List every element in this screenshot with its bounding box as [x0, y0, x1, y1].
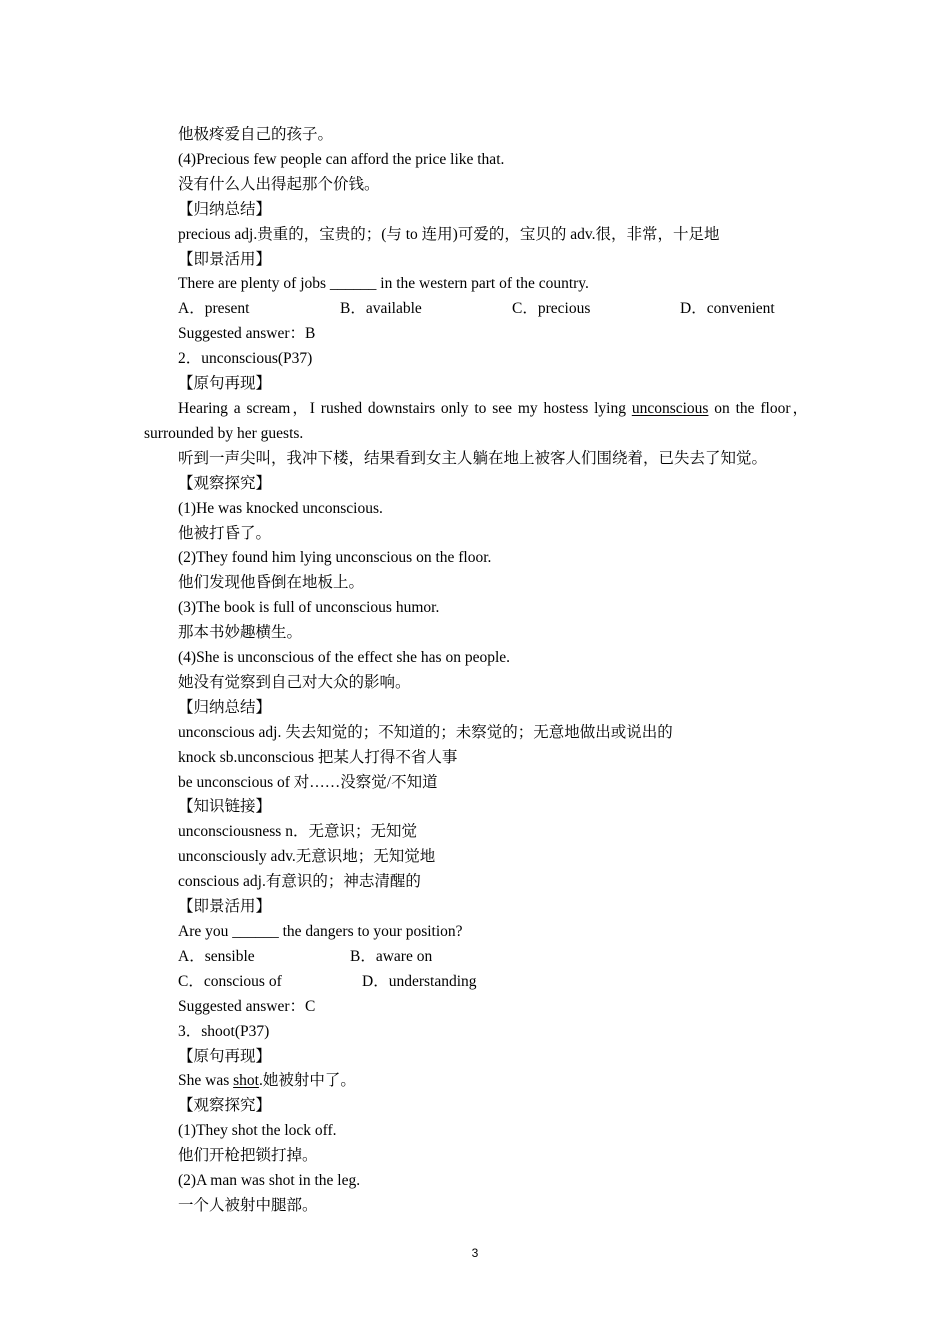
example-translation: 一个人被射中腿部。: [178, 1196, 318, 1214]
summary-phrase: be unconscious of 对……没察觉/不知道: [178, 773, 438, 791]
underlined-keyword: shot: [233, 1072, 259, 1090]
option-d: D．convenient: [680, 300, 775, 318]
original-sentence-part: She was: [178, 1072, 234, 1090]
example-sentence: (1)They shot the lock off.: [178, 1122, 337, 1140]
example-translation: 那本书妙趣横生。: [178, 624, 303, 642]
option-a: A．sensible: [178, 947, 255, 965]
example-translation: 她没有觉察到自己对大众的影响。: [178, 673, 411, 691]
example-sentence: (4)Precious few people can afford the price like that.: [178, 150, 505, 168]
section-label-original: 【原句再现】: [178, 1047, 272, 1065]
option-c: C．precious: [512, 300, 591, 318]
option-a: A．present: [178, 300, 250, 318]
suggested-answer: Suggested answer：C: [178, 997, 316, 1015]
example-sentence: (3)The book is full of unconscious humor.: [178, 599, 440, 617]
example-sentence: (4)She is unconscious of the effect she has on people.: [178, 649, 511, 667]
summary-phrase: knock sb.unconscious 把某人打得不省人事: [178, 748, 458, 766]
original-sentence-part: Hearing a scream，I rushed downstairs only to see my hostess lying: [178, 399, 632, 417]
exercise-options: [144, 945, 808, 970]
page-content: [144, 123, 808, 1219]
exercise-options: [144, 297, 808, 322]
section-label-summary: 【归纳总结】: [178, 698, 272, 716]
summary-definition: unconscious adj. 失去知觉的；不知道的；未察觉的；无意地做出或说出的: [178, 723, 673, 741]
section-label-observe: 【观察探究】: [178, 1097, 272, 1115]
word-heading: 3．shoot(P37): [178, 1022, 270, 1040]
section-label-observe: 【观察探究】: [178, 474, 272, 492]
example-translation: 他被打昏了。: [178, 524, 272, 542]
related-word: unconsciousness n．无意识；无知觉: [178, 823, 417, 841]
example-sentence: (2)They found him lying unconscious on the floor.: [178, 549, 492, 567]
section-label-apply: 【即景活用】: [178, 250, 272, 268]
example-translation: 没有什么人出得起那个价钱。: [178, 175, 380, 193]
suggested-answer: Suggested answer：B: [178, 325, 316, 343]
word-heading: 2．unconscious(P37): [178, 350, 313, 368]
section-label-link: 【知识链接】: [178, 798, 272, 816]
original-translation: 听到一声尖叫，我冲下楼，结果看到女主人躺在地上被客人们围绕着，已失去了知觉。: [178, 449, 768, 467]
option-b: B．aware on: [350, 947, 433, 965]
example-sentence: (2)A man was shot in the leg.: [178, 1172, 361, 1190]
option-b: B．available: [340, 300, 422, 318]
option-d: D．understanding: [362, 972, 477, 990]
section-label-original: 【原句再现】: [178, 375, 272, 393]
exercise-options: [144, 970, 808, 995]
example-translation: 他极疼爱自己的孩子。: [178, 126, 334, 143]
page-number: 3: [471, 1246, 479, 1260]
original-sentence: [144, 1069, 808, 1094]
original-sentence: [144, 397, 808, 447]
exercise-question: Are you ______ the dangers to your position?: [178, 923, 463, 940]
original-sentence-part: on the floor，surrounded by her guests.: [144, 399, 808, 442]
related-word: conscious adj.有意识的；神志清醒的: [178, 873, 421, 891]
example-sentence: (1)He was knocked unconscious.: [178, 499, 383, 517]
original-sentence-part: .她被射中了。: [258, 1072, 356, 1090]
exercise-question: There are plenty of jobs ______ in the western part of the country.: [178, 275, 589, 293]
section-label-summary: 【归纳总结】: [178, 200, 272, 218]
section-label-apply: 【即景活用】: [178, 898, 272, 916]
example-translation: 他们开枪把锁打掉。: [178, 1147, 318, 1165]
option-c: C．conscious of: [178, 972, 282, 990]
underlined-keyword: unconscious: [631, 399, 709, 417]
example-translation: 他们发现他昏倒在地板上。: [178, 574, 365, 592]
summary-definition: precious adj.贵重的，宝贵的；(与 to 连用)可爱的，宝贝的 adv.很，非常，十足地: [178, 225, 720, 243]
related-word: unconsciously adv.无意识地；无知觉地: [178, 848, 436, 866]
